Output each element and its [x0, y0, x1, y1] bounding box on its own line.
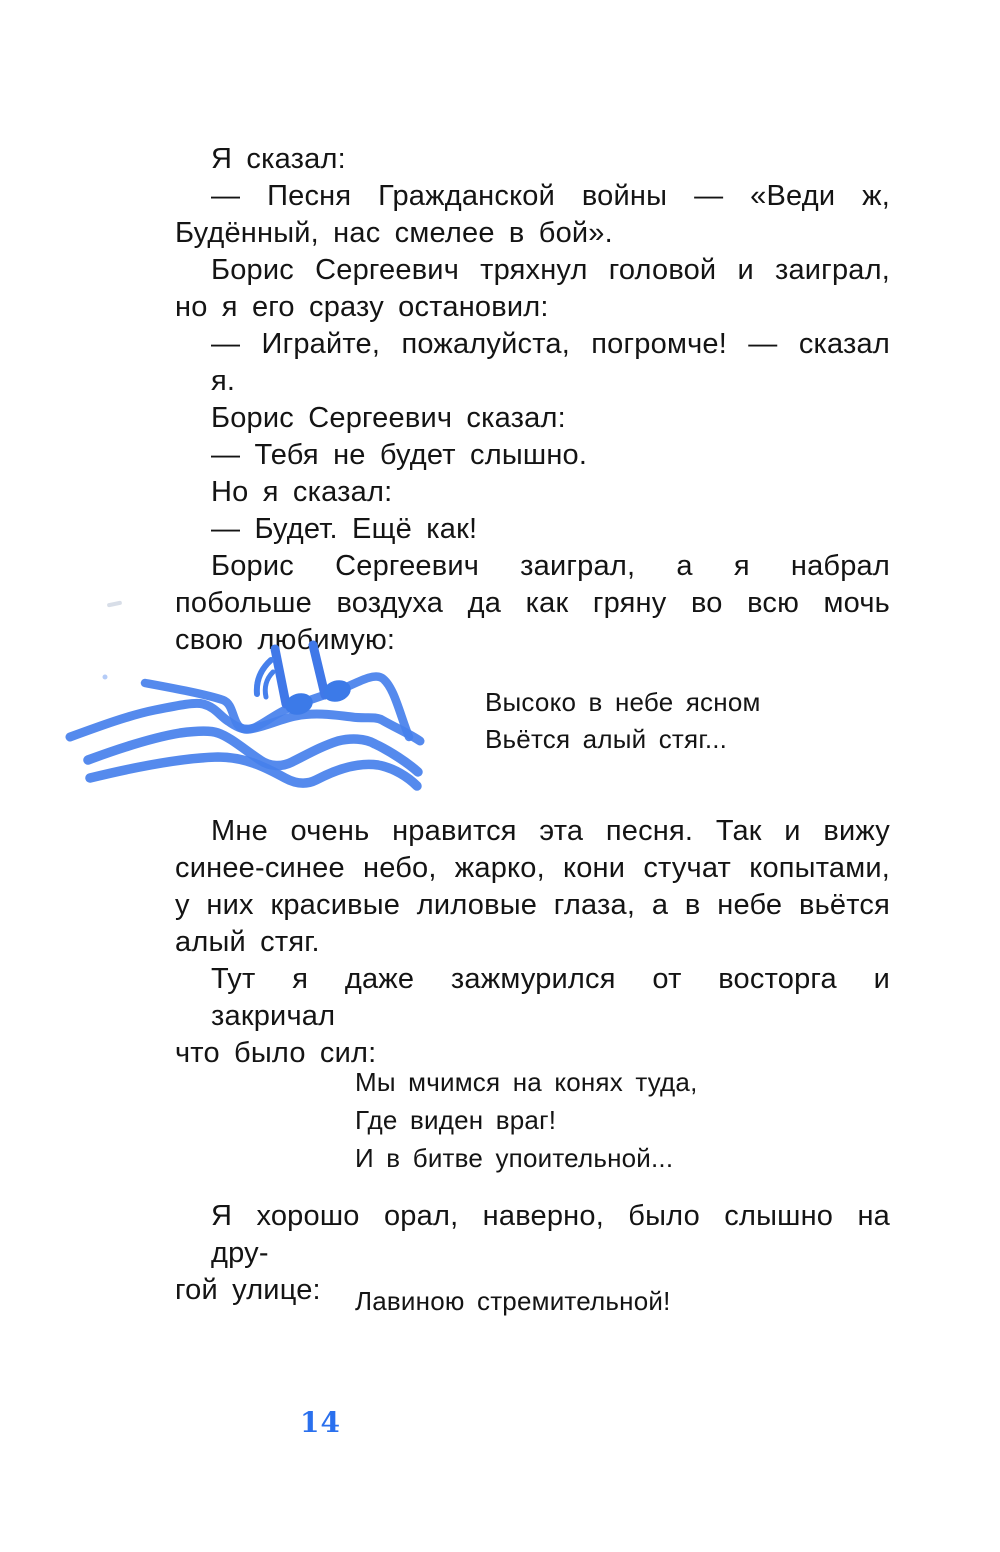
text-line: побольше воздуха да как гряну во всю мочь [175, 587, 890, 619]
text-line: Борис Сергеевич тряхнул головой и заиграл, [211, 254, 890, 286]
text-line: — Тебя не будет слышно. [211, 439, 588, 471]
text-line: Я хорошо орал, наверно, было слышно на дру- [211, 1200, 890, 1269]
paragraph-block-top [175, 141, 890, 659]
page-number: 14 [300, 1406, 341, 1439]
text-line: Но я сказал: [211, 476, 393, 508]
text-line: гой улице: [175, 1274, 321, 1306]
text-line: Где виден враг! [355, 1105, 557, 1135]
text-line: Высоко в небе ясном [485, 687, 761, 717]
text-line: алый стяг. [175, 926, 320, 958]
text-line: что было сил: [175, 1037, 377, 1069]
text-line: Вьётся алый стяг... [485, 724, 728, 754]
text-line: Я сказал: [211, 143, 346, 175]
text-line: свою любимую: [175, 624, 396, 656]
text-line: у них красивые лиловые глаза, а в небе вьётся [175, 889, 890, 921]
paragraph-block-middle [175, 813, 890, 1072]
text-line: — Будет. Ещё как! [211, 513, 478, 545]
text-line: Лавиною стремительной! [355, 1286, 671, 1316]
verse-block-1 [485, 684, 761, 758]
paper-speck [107, 600, 123, 607]
text-line: Мне очень нравится эта песня. Так и вижу [211, 815, 890, 847]
text-line: синее-синее небо, жарко, кони стучат копытами, [175, 852, 890, 884]
music-staff-illustration [60, 620, 460, 810]
text-line: но я его сразу остановил: [175, 291, 549, 323]
text-line: — Песня Гражданской войны — «Веди ж, [211, 180, 890, 212]
text-line: Мы мчимся на конях туда, [355, 1067, 698, 1097]
verse-block-3 [355, 1282, 671, 1320]
text-line: Тут я даже зажмурился от восторга и закричал [211, 963, 890, 1032]
staff-lines [70, 677, 420, 786]
verse-block-2 [355, 1063, 698, 1177]
text-line: Борис Сергеевич заиграл, а я набрал [211, 550, 890, 582]
text-line: Борис Сергеевич сказал: [211, 402, 566, 434]
text-line: И в битве упоительной... [355, 1143, 674, 1173]
text-line: — Играйте, пожалуйста, погромче! — сказал я. [211, 328, 890, 397]
text-line: Будённый, нас смелее в бой». [175, 217, 613, 249]
